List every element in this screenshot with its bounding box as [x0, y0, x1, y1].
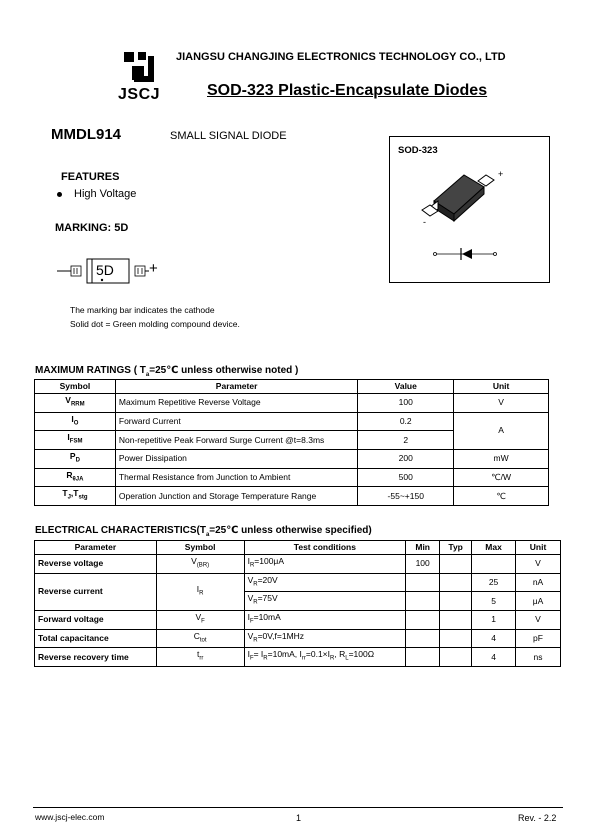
package-minus: -	[423, 217, 426, 227]
parameter-cell: Non-repetitive Peak Forward Surge Current @t=8.3ms	[115, 431, 357, 450]
max-cell: 4	[472, 629, 516, 648]
condition-cell: $V_R=75V$	[244, 592, 406, 611]
max-cell: 5	[472, 592, 516, 611]
unit-cell: ℃	[454, 487, 549, 506]
header-symbol: Symbol	[156, 541, 244, 555]
unit-cell: μA	[516, 592, 561, 611]
table-row	[35, 648, 561, 667]
package-label: SOD-323	[398, 145, 438, 156]
symbol-cell: $T_J,T_{stg}$	[35, 487, 116, 506]
parameter-cell: Reverse recovery time	[35, 648, 157, 667]
header-parameter: Parameter	[35, 541, 157, 555]
unit-cell: V	[516, 611, 561, 630]
symbol-cell: $I_O$	[35, 412, 116, 431]
unit-cell: A	[454, 412, 549, 449]
unit-cell: ns	[516, 648, 561, 667]
table-row	[35, 468, 549, 487]
product-subtitle: SMALL SIGNAL DIODE	[170, 130, 287, 142]
marking-note-green: Solid dot = Green molding compound device.	[70, 319, 240, 329]
company-logo	[118, 52, 166, 106]
symbol-cell: $t_{rr}$	[156, 648, 244, 667]
unit-cell: ℃/W	[454, 468, 549, 487]
min-cell	[406, 648, 440, 667]
typ-cell	[440, 629, 472, 648]
header-unit: Unit	[516, 541, 561, 555]
features-heading: FEATURES	[61, 171, 120, 183]
document-title: SOD-323 Plastic-Encapsulate Diodes	[207, 82, 488, 99]
unit-cell: mW	[454, 450, 549, 469]
marking-note-cathode: The marking bar indicates the cathode	[70, 305, 215, 315]
parameter-cell: Power Dissipation	[115, 450, 357, 469]
max-cell	[472, 555, 516, 574]
value-cell: 0.2	[358, 412, 454, 431]
marking-diagram	[57, 258, 167, 284]
table-row	[35, 412, 549, 431]
footer-divider	[33, 807, 563, 808]
min-cell: 100	[406, 555, 440, 574]
table-row	[35, 629, 561, 648]
company-name: JIANGSU CHANGJING ELECTRONICS TECHNOLOGY CO., LTD	[176, 51, 506, 63]
jscj-logo-mark	[124, 52, 154, 82]
package-plus: +	[498, 169, 504, 179]
parameter-cell: Total capacitance	[35, 629, 157, 648]
unit-cell: V	[516, 555, 561, 574]
marking-heading: MARKING: 5D	[55, 222, 129, 234]
parameter-cell: Reverse voltage	[35, 555, 157, 574]
max-cell: 4	[472, 648, 516, 667]
header-unit: Unit	[454, 380, 549, 394]
table-row	[35, 555, 561, 574]
max-cell: 25	[472, 573, 516, 592]
value-cell: 100	[358, 394, 454, 413]
table-header-row	[35, 380, 549, 394]
page-number: 1	[296, 813, 302, 823]
bullet-icon	[57, 192, 62, 197]
min-cell	[406, 573, 440, 592]
header-value: Value	[358, 380, 454, 394]
header-typ: Typ	[440, 541, 472, 555]
unit-cell: pF	[516, 629, 561, 648]
part-number: MMDL914	[51, 126, 122, 143]
marking-code: 5D	[96, 262, 114, 278]
package-box	[389, 136, 550, 283]
typ-cell	[440, 611, 472, 630]
min-cell	[406, 629, 440, 648]
unit-cell: V	[454, 394, 549, 413]
condition-cell: $I_R=100\mu A$	[244, 555, 406, 574]
header-parameter: Parameter	[115, 380, 357, 394]
table-row	[35, 573, 561, 592]
max-ratings-title: MAXIMUM RATINGS ( $T_a=25℃$ unless otherwise noted )	[35, 365, 299, 378]
symbol-cell: $V_F$	[156, 611, 244, 630]
header-symbol: Symbol	[35, 380, 116, 394]
typ-cell	[440, 573, 472, 592]
footer-url[interactable]: www.jscj-elec.com	[35, 812, 105, 822]
parameter-cell: Maximum Repetitive Reverse Voltage	[115, 394, 357, 413]
min-cell	[406, 611, 440, 630]
table-row	[35, 394, 549, 413]
typ-cell	[440, 592, 472, 611]
table-row	[35, 450, 549, 469]
electrical-table	[34, 540, 561, 667]
max-cell: 1	[472, 611, 516, 630]
symbol-cell: $P_D$	[35, 450, 116, 469]
condition-cell: $I_F= I_R=10mA$, $I_{rr}=0.1\times I_R$, $R_L=100\Omega$	[244, 648, 406, 667]
header-min: Min	[406, 541, 440, 555]
symbol-cell: $V_{RRM}$	[35, 394, 116, 413]
parameter-cell: Reverse current	[35, 573, 157, 610]
condition-cell: $I_F=10mA$	[244, 611, 406, 630]
max-ratings-table	[34, 379, 549, 506]
value-cell: 2	[358, 431, 454, 450]
unit-cell: nA	[516, 573, 561, 592]
symbol-cell: $V_{(BR)}$	[156, 555, 244, 574]
electrical-title: ELECTRICAL $CHARACTERISTICS(T_a=25℃$ unless otherwise specified)	[35, 525, 372, 538]
table-header-row	[35, 541, 561, 555]
value-cell: 500	[358, 468, 454, 487]
condition-cell: $V_R=20V$	[244, 573, 406, 592]
table-row	[35, 611, 561, 630]
feature-text: High Voltage	[74, 188, 137, 200]
symbol-cell: $C_{tot}$	[156, 629, 244, 648]
feature-item	[57, 188, 136, 200]
header-test-conditions: Test conditions	[244, 541, 406, 555]
header-max: Max	[472, 541, 516, 555]
typ-cell	[440, 555, 472, 574]
min-cell	[406, 592, 440, 611]
table-row	[35, 487, 549, 506]
symbol-cell: $I_{FSM}$	[35, 431, 116, 450]
symbol-cell: $R_{\theta JA}$	[35, 468, 116, 487]
parameter-cell: Operation Junction and Storage Temperature Range	[115, 487, 357, 506]
parameter-cell: Forward Current	[115, 412, 357, 431]
value-cell: 200	[358, 450, 454, 469]
package-drawing	[390, 137, 549, 282]
value-cell: -55~+150	[358, 487, 454, 506]
symbol-cell: $I_R$	[156, 573, 244, 610]
marking-plus: +	[149, 260, 158, 277]
typ-cell	[440, 648, 472, 667]
parameter-cell: Forward voltage	[35, 611, 157, 630]
revision: Rev. - 2.2	[518, 813, 557, 823]
parameter-cell: Thermal Resistance from Junction to Ambient	[115, 468, 357, 487]
condition-cell: $V_R=0V,f=1MHz$	[244, 629, 406, 648]
logo-text: JSCJ	[118, 86, 161, 103]
